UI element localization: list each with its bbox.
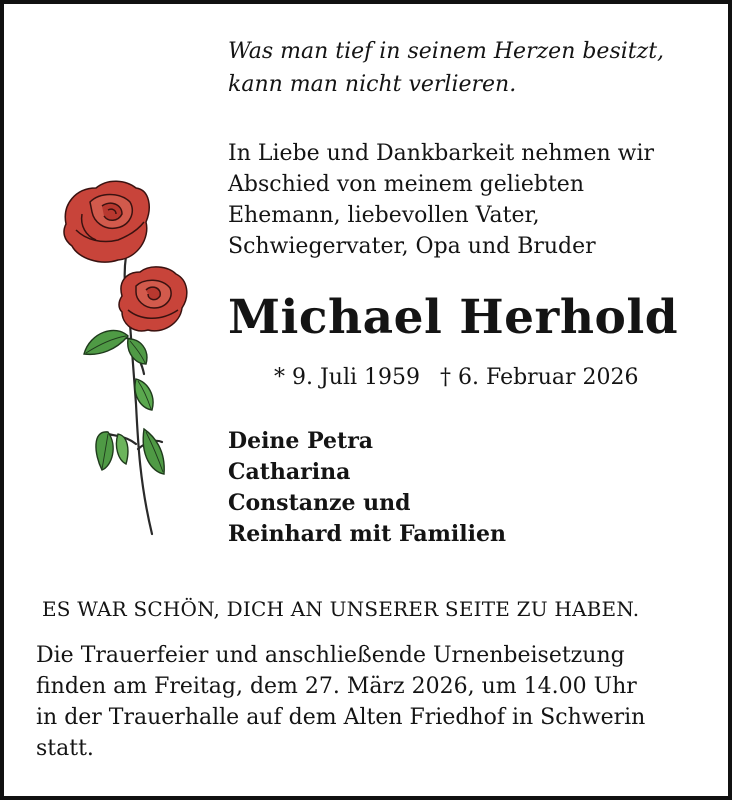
motto: ES WAR SCHÖN, DICH AN UNSERER SEITE ZU HABEN. (42, 597, 640, 621)
mourner-line: Catharina (228, 459, 351, 485)
leaf-icon (84, 330, 164, 474)
mourner-line: Constanze und (228, 490, 411, 516)
funeral-service-info (36, 640, 716, 764)
deceased-name: Michael Herhold (228, 290, 679, 345)
service-line: finden am Freitag, dem 27. März 2026, um 14.00 Uhr (36, 674, 637, 699)
intro-line: In Liebe und Dankbarkeit nehmen wir (228, 141, 655, 166)
rose-blossom-top (64, 181, 149, 262)
service-line: Die Trauerfeier und anschließende Urnenbeisetzung (36, 643, 625, 668)
life-dates (274, 363, 694, 393)
quote (228, 35, 708, 101)
intro-line: Schwiegervater, Opa und Bruder (228, 234, 596, 259)
intro-text (228, 138, 708, 262)
death-date: † 6. Februar 2026 (440, 365, 639, 390)
service-line: in der Trauerhalle auf dem Alten Friedhof in Schwerin (36, 705, 646, 730)
mourner-line: Reinhard mit Familien (228, 521, 506, 547)
quote-line: kann man nicht verlieren. (228, 72, 517, 97)
mourner-line: Deine Petra (228, 428, 374, 454)
rose-illustration (56, 174, 206, 544)
quote-line: Was man tief in seinem Herzen besitzt, (228, 39, 665, 64)
intro-line: Abschied von meinem geliebten (228, 172, 584, 197)
intro-line: Ehemann, liebevollen Vater, (228, 203, 540, 228)
rose-blossom-lower (119, 267, 187, 331)
service-line: statt. (36, 736, 94, 761)
mourners-list (228, 426, 708, 550)
birth-date: * 9. Juli 1959 (274, 365, 421, 390)
